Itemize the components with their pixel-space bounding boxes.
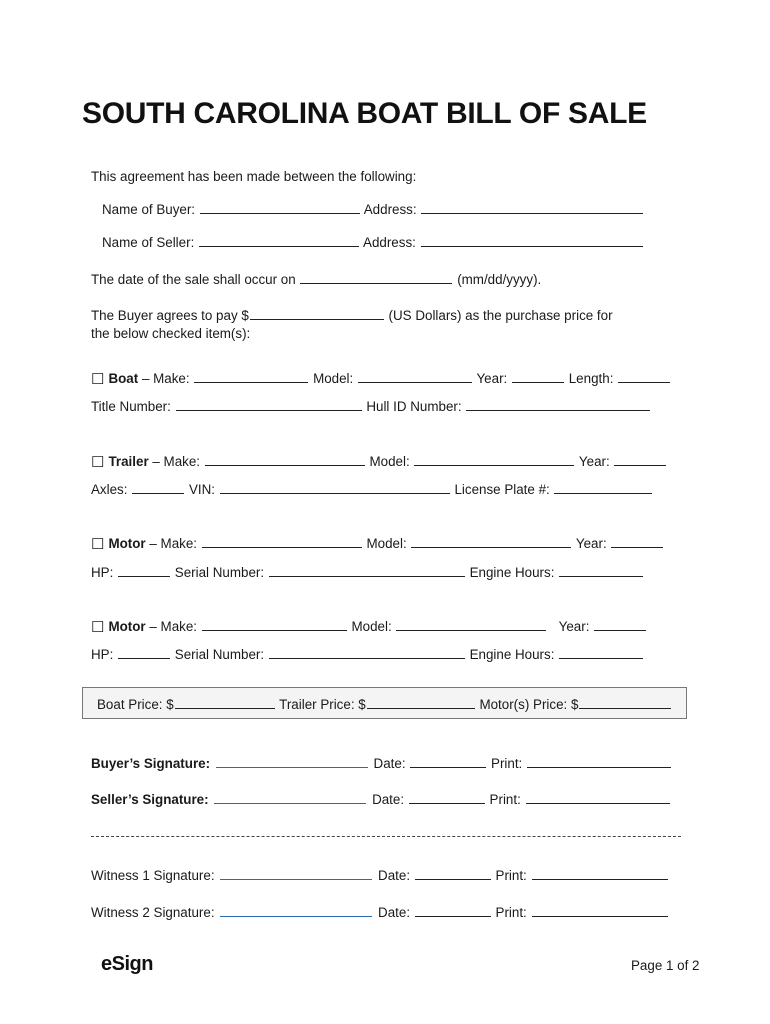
motor1-make-field[interactable]: [202, 535, 362, 548]
witness1-signature-field[interactable]: [220, 867, 372, 880]
trailer-heading: Trailer: [108, 454, 149, 469]
motor2-model-label: Model:: [351, 619, 392, 634]
price-summary-row: [97, 696, 672, 714]
buyer-print-field[interactable]: [527, 755, 671, 768]
witness1-date-field[interactable]: [415, 867, 491, 880]
seller-signature-label: Seller’s Signature:: [91, 792, 209, 807]
sale-date-row: [91, 271, 541, 289]
buyer-address-field[interactable]: [421, 201, 643, 214]
motor1-hours-label: Engine Hours:: [469, 565, 555, 580]
axles-field[interactable]: [132, 481, 184, 494]
motor1-hours-field[interactable]: [559, 564, 643, 577]
motor1-make-label: – Make:: [149, 536, 198, 551]
witness1-date-label: Date:: [378, 868, 411, 883]
seller-name-field[interactable]: [199, 234, 359, 247]
boat-model-field[interactable]: [358, 370, 472, 383]
witness2-date-field[interactable]: [415, 904, 491, 917]
buyer-name-label: Name of Buyer:: [102, 202, 196, 217]
buyer-signature-field[interactable]: [216, 755, 368, 768]
buyer-address-label: Address:: [363, 202, 417, 217]
buyer-date-label: Date:: [373, 756, 406, 771]
price-row: [91, 307, 613, 325]
motor2-row: [91, 618, 647, 636]
seller-print-label: Print:: [489, 792, 521, 807]
motor1-serial-label: Serial Number:: [174, 565, 265, 580]
seller-address-field[interactable]: [421, 234, 643, 247]
boat-row: [91, 370, 671, 388]
motor1-serial-field[interactable]: [269, 564, 465, 577]
buyer-signature-row: [91, 755, 672, 773]
page-number: Page 1 of 2: [631, 958, 700, 973]
purchase-price-field[interactable]: [250, 307, 384, 320]
seller-date-field[interactable]: [409, 791, 485, 804]
section-divider: [91, 836, 681, 837]
boat-checkbox[interactable]: ☐: [91, 371, 105, 388]
motor2-hours-label: Engine Hours:: [469, 647, 555, 662]
motor1-row: [91, 535, 664, 553]
title-number-label: Title Number:: [91, 399, 171, 414]
boat-title-row: [91, 398, 651, 416]
motor2-year-label: Year:: [558, 619, 590, 634]
trailer-detail-row: [91, 481, 653, 499]
motor2-year-field[interactable]: [594, 618, 646, 631]
intro-text: This agreement has been made between the following:: [91, 169, 417, 184]
motor2-hp-field[interactable]: [118, 646, 170, 659]
motor1-detail-row: [91, 564, 644, 582]
motor2-make-field[interactable]: [202, 618, 347, 631]
title-number-field[interactable]: [176, 398, 362, 411]
vin-label: VIN:: [188, 482, 215, 497]
trailer-price-label: Trailer Price: $: [279, 697, 366, 712]
trailer-year-label: Year:: [578, 454, 610, 469]
boat-length-field[interactable]: [618, 370, 670, 383]
license-plate-label: License Plate #:: [454, 482, 550, 497]
buyer-name-field[interactable]: [200, 201, 360, 214]
motor1-year-label: Year:: [575, 536, 607, 551]
motor2-detail-row: [91, 646, 644, 664]
vin-field[interactable]: [220, 481, 450, 494]
buyer-print-label: Print:: [491, 756, 523, 771]
witness2-signature-label: Witness 2 Signature:: [91, 905, 215, 920]
boat-year-field[interactable]: [512, 370, 564, 383]
witness2-print-label: Print:: [495, 905, 527, 920]
motor2-serial-field[interactable]: [269, 646, 465, 659]
trailer-make-label: – Make:: [152, 454, 201, 469]
price-prefix: The Buyer agrees to pay $: [91, 308, 249, 323]
trailer-checkbox[interactable]: ☐: [91, 454, 105, 471]
boat-model-label: Model:: [313, 371, 354, 386]
sale-date-field[interactable]: [300, 271, 452, 284]
motor1-checkbox[interactable]: ☐: [91, 536, 105, 553]
witness2-date-label: Date:: [378, 905, 411, 920]
boat-make-label: – Make:: [141, 371, 190, 386]
motor-price-field[interactable]: [579, 696, 671, 709]
motor1-year-field[interactable]: [611, 535, 663, 548]
boat-year-label: Year:: [476, 371, 508, 386]
trailer-model-label: Model:: [369, 454, 410, 469]
motor2-serial-label: Serial Number:: [174, 647, 265, 662]
motor2-heading: Motor: [108, 619, 146, 634]
witness1-signature-label: Witness 1 Signature:: [91, 868, 215, 883]
trailer-price-field[interactable]: [367, 696, 475, 709]
motor2-make-label: – Make:: [149, 619, 198, 634]
hull-id-label: Hull ID Number:: [366, 399, 462, 414]
witness1-print-label: Print:: [495, 868, 527, 883]
buyer-row: [102, 201, 644, 219]
seller-signature-field[interactable]: [214, 791, 366, 804]
boat-price-field[interactable]: [175, 696, 275, 709]
motor1-hp-label: HP:: [91, 565, 114, 580]
boat-price-label: Boat Price: $: [97, 697, 174, 712]
motor2-model-field[interactable]: [396, 618, 546, 631]
document-title: SOUTH CAROLINA BOAT BILL OF SALE: [82, 97, 647, 130]
witness1-signature-row: [91, 867, 669, 885]
trailer-model-field[interactable]: [414, 453, 574, 466]
buyer-date-field[interactable]: [410, 755, 486, 768]
seller-row: [102, 234, 644, 252]
motor1-model-field[interactable]: [411, 535, 571, 548]
buyer-signature-label: Buyer’s Signature:: [91, 756, 211, 771]
motor1-model-label: Model:: [366, 536, 407, 551]
price-suffix: (US Dollars) as the purchase price for: [388, 308, 613, 323]
axles-label: Axles:: [91, 482, 128, 497]
motor-price-label: Motor(s) Price: $: [479, 697, 579, 712]
witness2-signature-row: [91, 904, 669, 922]
license-plate-field[interactable]: [554, 481, 652, 494]
trailer-year-field[interactable]: [614, 453, 666, 466]
motor1-heading: Motor: [108, 536, 146, 551]
motor2-checkbox[interactable]: ☐: [91, 619, 105, 636]
motor2-hours-field[interactable]: [559, 646, 643, 659]
witness2-print-field[interactable]: [532, 904, 668, 917]
seller-date-label: Date:: [372, 792, 405, 807]
seller-name-label: Name of Seller:: [102, 235, 195, 250]
witness1-print-field[interactable]: [532, 867, 668, 880]
hull-id-field[interactable]: [466, 398, 650, 411]
boat-make-field[interactable]: [194, 370, 308, 383]
sale-date-suffix: (mm/dd/yyyy).: [457, 272, 542, 287]
price-line-2: the below checked item(s):: [91, 326, 251, 341]
sale-date-prefix: The date of the sale shall occur on: [91, 272, 296, 287]
motor2-hp-label: HP:: [91, 647, 114, 662]
motor1-hp-field[interactable]: [118, 564, 170, 577]
boat-length-label: Length:: [568, 371, 614, 386]
trailer-row: [91, 453, 667, 471]
seller-address-label: Address:: [363, 235, 416, 250]
seller-print-field[interactable]: [526, 791, 670, 804]
witness2-signature-field[interactable]: [220, 904, 372, 917]
boat-heading: Boat: [108, 371, 139, 386]
trailer-make-field[interactable]: [205, 453, 365, 466]
seller-signature-row: [91, 791, 671, 809]
esign-logo: eSign: [101, 953, 153, 975]
